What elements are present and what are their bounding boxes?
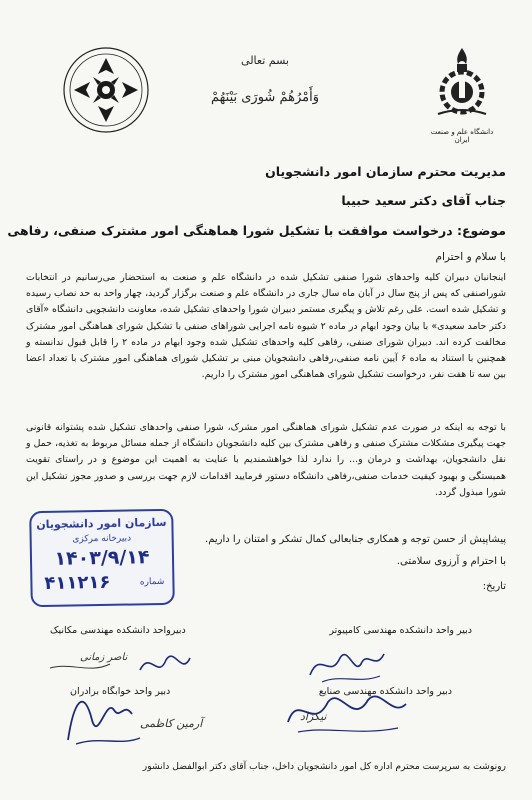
thanks-line: پیشاپیش از حسن توجه و همکاری جنابعالی کمال تشکر و امتنان را داریم. (205, 534, 506, 545)
body-paragraph-2: با توجه به اینکه در صورت عدم تشکیل شورای هماهنگی امور مشرک، شورا صنفی واحدهای تشکیل شده پشتوانه قانونی جهت پیگیری مشکلات مشترک صنفی و رفاهی مشترک بین کلیه دانشجویان دانشگاه از جمله مسائل مربوط به تغذیه، حمل و نقل دانشجویان، بهداشت و درمان و... را ندارد لذا خواهشمندیم با عنایت به اهمیت این موضوع و در راستای تقویت همبستگی و بهبود کیفیت خدمات صنفی،رفاهی دانشگاه دستور فرمایید اقدامات لازم جهت بررسی و صدور مجوز تشکیل این شورا مبذول گردد. (26, 422, 506, 498)
stamp-number: ۴۱۱۲۱۶ (44, 571, 111, 595)
date-label: تاریخ: (482, 581, 506, 592)
university-logo (428, 44, 496, 144)
signature-industrial (268, 682, 418, 742)
signer-name-mechanical: ناصر زمانی (80, 652, 128, 663)
stamp-number-label: شماره (139, 576, 165, 588)
cc-footer: رونوشت به سرپرست محترم اداره کل امور دانشجویان داخل، جناب آقای دکتر ابوالفضل دانشور (142, 761, 506, 772)
stamp-org: سازمان امور دانشجویان (36, 515, 167, 532)
basmala: بسم تعالی (241, 54, 289, 67)
quran-verse: وَأَمْرُهُمْ شُورَى بَيْنَهُمْ (211, 90, 319, 105)
registration-stamp (29, 509, 175, 607)
signer-title-mechanical: دبیرواحد دانشکده مهندسی مکانیک (50, 625, 186, 636)
signer-name-dorm: آرمین کاظمی (140, 717, 203, 730)
closing-line: با احترام و آرزوی سلامتی. (396, 556, 506, 567)
stamp-unit: دبیرخانه مرکزی (72, 533, 132, 545)
subject-line: موضوع: درخواست موافقت با تشکیل شورا هماهنگی امور مشترک صنفی، رفاهی (7, 223, 506, 238)
body-paragraph-1: اینجانبان دبیران کلیه واحدهای شورا صنفی تشکیل شده در دانشگاه علم و صنعت به استحضار می‌رسانیم در انتخابات شورا‌صنفی که پس از پنج سال در آبان ماه سال جاری در دانشگاه علم و صنعت برگزار گردید، چهار واحد به حد نصاب رسیده و تشکیل شده است. علی رغم تلاش و پیگیری مستمر دبیران شورا واحدهای تشکیل شده، معاونت دانشجویی دانشگاه «آقای دکتر حامد سعیدی» با بیان وجود ابهام در ماده ۲ شیوه نامه اجرایی شوراهای صنفی با تشکیل شورای هماهنگی امور مشترک مخالفت کرده اند. دبیران شورای صنفی، رفاهی کلیه واحدهای تشکیل شده وجود ابهام در ماده ۲ را قابل قبول ندانسته و همچنین با استناد به ماده ۶ آیین نامه صنفی،رفاهی دانشجویان مبنی بر تشکیل شورای هماهنگی امور مشترک با تعداد اعضا بین سه تا هفت نفر، درخواست تشکیل شورای هماهنگی امور مشترک را داریم. (26, 272, 507, 381)
council-logo (60, 44, 152, 136)
signer-title-dorm: دبیر واحد خوابگاه برادران (70, 686, 171, 697)
stamp-date: ۱۴۰۳/۹/۱۴ (54, 546, 150, 570)
signer-title-computer: دبیر واحد دانشکده مهندسی کامپیوتر (329, 625, 472, 636)
signer-name-industrial: نیکزاد (300, 710, 327, 723)
addressee-line-1: مدیریت محترم سازمان امور دانشجویان (265, 164, 506, 179)
signer-title-industrial: دبیر واحد دانشکده مهندسی صنایع (318, 686, 452, 697)
university-logo-text: دانشگاه علم و صنعت ایران (430, 128, 494, 144)
signature-dorm (50, 680, 230, 750)
addressee-line-2: جناب آقای دکتر سعید حبیبا (341, 193, 506, 208)
greeting: با سلام و احترام (435, 251, 506, 263)
